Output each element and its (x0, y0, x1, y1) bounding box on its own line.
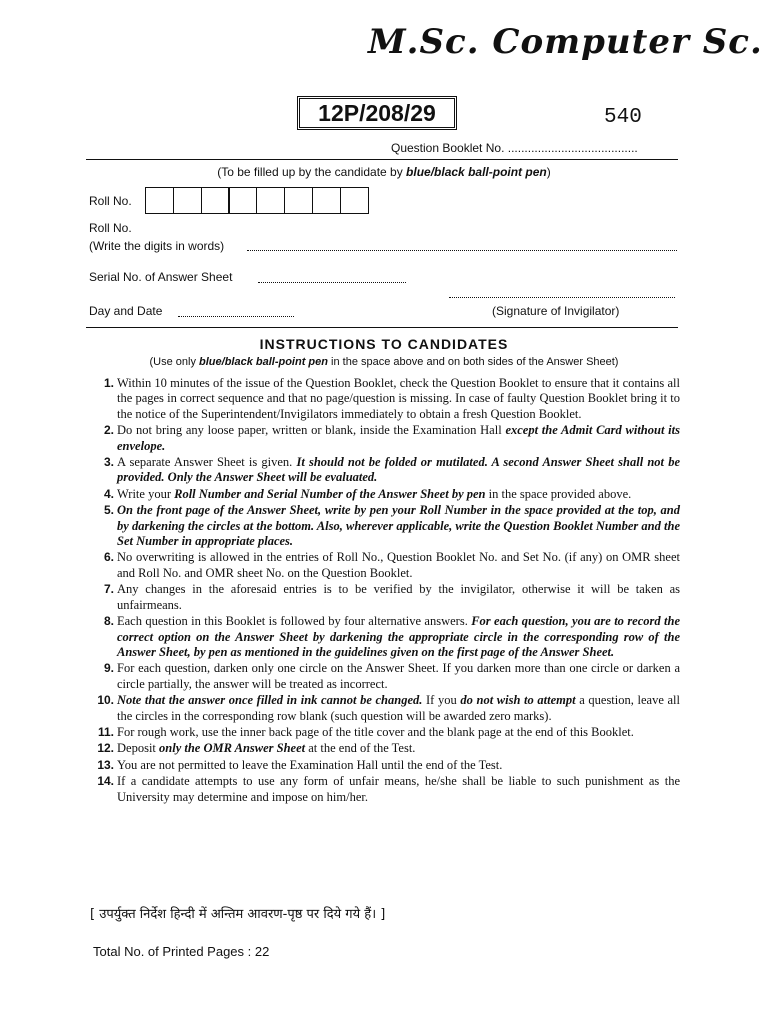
instruction-item (86, 503, 680, 549)
instruction-text: only the OMR Answer Sheet (159, 741, 306, 756)
instructions-title: INSTRUCTIONS TO CANDIDATES (259, 336, 509, 352)
booklet-number: 540 (604, 106, 642, 129)
roll-no-boxes[interactable] (145, 187, 369, 214)
instruction-number: 5. (103, 503, 114, 518)
instruction-item (86, 725, 680, 740)
total-printed-pages: Total No. of Printed Pages : 22 (93, 944, 270, 959)
instruction-item (86, 661, 680, 692)
roll-words-label-1: Roll No. (89, 221, 132, 235)
instruction-item (86, 693, 680, 724)
instruction-text: If you (422, 693, 461, 708)
instruction-number: 4. (103, 486, 114, 501)
instruction-text: except the Admit Card without its envelope. (117, 423, 680, 453)
instruction-text: Roll Number and Serial Number of the Answer Sheet by pen (174, 486, 486, 501)
instruction-text: For rough work, use the inner back page of the title cover and the blank page at the end of this Booklet. (117, 724, 634, 739)
roll-digit-box[interactable] (256, 187, 285, 214)
instruction-text: Note that the answer once filled in ink cannot be changed. (117, 693, 423, 708)
subtitle-text: (Use only (149, 356, 200, 368)
instruction-number: 13. (97, 757, 114, 772)
instruction-number: 1. (103, 376, 114, 390)
instruction-text: A separate Answer Sheet is given. (117, 455, 297, 470)
instruction-number: 10. (97, 693, 114, 708)
instruction-number: 7. (103, 582, 114, 597)
top-divider (86, 159, 678, 160)
instruction-text: For each question, darken only one circle on the Answer Sheet. If you darken more than one circle or darken a circle partially, the answer will be treated as incorrect. (117, 661, 680, 691)
instruction-number: 14. (97, 774, 114, 789)
instruction-number: 11. (97, 724, 114, 739)
instruction-text: Deposit (117, 741, 160, 756)
form-divider (86, 327, 678, 328)
instruction-text: in the space provided above. (485, 486, 632, 501)
serial-no-field[interactable] (258, 282, 406, 283)
instruction-item (86, 614, 680, 660)
instruction-text: Within 10 minutes of the issue of the Question Booklet, check the Question Booklet to ensure that it contains all the pages in correct sequence and that no page/question is missing. In case of faulty Question Booklet bring it to the notice of the Superintendent/Invigilators immediately to obtain a fresh Question Booklet. (117, 376, 680, 421)
roll-digit-box[interactable] (173, 187, 202, 214)
instruction-item (86, 774, 680, 805)
instruction-text: Each question in this Booklet is followed by four alternative answers. (117, 614, 472, 629)
handwritten-course-title: M.Sc. Computer Sc. (368, 22, 763, 62)
fill-instruction (0, 165, 768, 179)
instruction-text: do not wish to attempt (460, 693, 576, 708)
roll-words-label-2: (Write the digits in words) (89, 239, 225, 253)
roll-no-label: Roll No. (89, 194, 132, 208)
instruction-item (86, 741, 680, 756)
instruction-number: 2. (103, 423, 114, 438)
fill-note-text: (To be filled up by the candidate by (217, 165, 407, 179)
instruction-item (86, 550, 680, 581)
day-date-field[interactable] (178, 316, 294, 317)
instruction-number: 12. (97, 741, 114, 756)
subtitle-rest: in the space above and on both sides of the Answer Sheet) (328, 356, 619, 368)
roll-digit-box[interactable] (201, 187, 230, 214)
subtitle-pen: blue/black ball-point pen (199, 356, 328, 368)
instruction-text: Write your (117, 486, 175, 501)
signature-field[interactable] (449, 297, 675, 298)
hindi-note: [ उपर्युक्त निर्देश हिन्दी में अन्तिम आवरण-पृष्ठ पर दिये गये हैं। ] (90, 907, 386, 922)
instruction-text: It should not be folded or mutilated. A second Answer Sheet shall not be provided. Only the Answer Sheet will be evaluated. (117, 455, 680, 485)
instruction-text: If a candidate attempts to use any form of unfair means, he/she shall be liable to such punishment as the University may determine and impose on him/her. (117, 774, 680, 804)
roll-digit-box[interactable] (312, 187, 341, 214)
instruction-text: You are not permitted to leave the Examination Hall until the end of the Test. (117, 757, 503, 772)
instructions-list (86, 376, 680, 806)
fill-note-close: ) (546, 165, 551, 179)
instructions-subtitle (0, 356, 768, 368)
fill-note-pen: blue/black ball-point pen (406, 165, 547, 179)
roll-digit-box[interactable] (228, 187, 257, 214)
question-booklet-no-label: Question Booklet No. ....................................... (391, 141, 638, 155)
instruction-item (86, 758, 680, 773)
instruction-text: Do not bring any loose paper, written or blank, inside the Examination Hall (117, 423, 506, 438)
instruction-item (86, 455, 680, 486)
roll-digit-box[interactable] (145, 187, 174, 214)
booklet-code: 12P/208/29 (318, 99, 436, 126)
roll-digit-box[interactable] (284, 187, 313, 214)
instruction-text: a question, leave all the circles in the corresponding row blank (such question will be awarded zero marks). (117, 693, 680, 723)
roll-digit-box[interactable] (340, 187, 369, 214)
roll-words-field[interactable] (247, 250, 677, 251)
serial-no-label: Serial No. of Answer Sheet (89, 270, 233, 284)
instruction-number: 3. (103, 455, 114, 470)
signature-label: (Signature of Invigilator) (492, 304, 620, 318)
instruction-number: 9. (103, 661, 114, 676)
instruction-text: No overwriting is allowed in the entries of Roll No., Question Booklet No. and Set No. (if any) on OMR sheet and Roll No. and OMR sheet No. on the Question Booklet. (117, 550, 680, 580)
instruction-text: Any changes in the aforesaid entries is to be verified by the invigilator, otherwise it will be taken as unfairmeans. (117, 582, 680, 612)
instruction-item (86, 487, 680, 502)
day-date-label: Day and Date (89, 304, 163, 318)
instruction-item (86, 376, 680, 422)
instruction-text: For each question, you are to record the correct option on the Answer Sheet by darkening the appropriate circle in the corresponding row of the Answer Sheet, by pen as mentioned in the guidelines given on the first page of the Answer Sheet. (117, 614, 681, 659)
booklet-code-box (297, 96, 457, 130)
instruction-number: 8. (103, 614, 114, 629)
instruction-number: 6. (103, 550, 114, 565)
instruction-text: On the front page of the Answer Sheet, write by pen your Roll Number in the space provided at the top, and by darkening the circles at the bottom. Also, wherever applicable, write the Question Booklet Number and the Set Number in appropriate places. (117, 503, 680, 549)
instruction-text: at the end of the Test. (305, 741, 416, 756)
instruction-item (86, 582, 680, 613)
instruction-item (86, 423, 680, 454)
